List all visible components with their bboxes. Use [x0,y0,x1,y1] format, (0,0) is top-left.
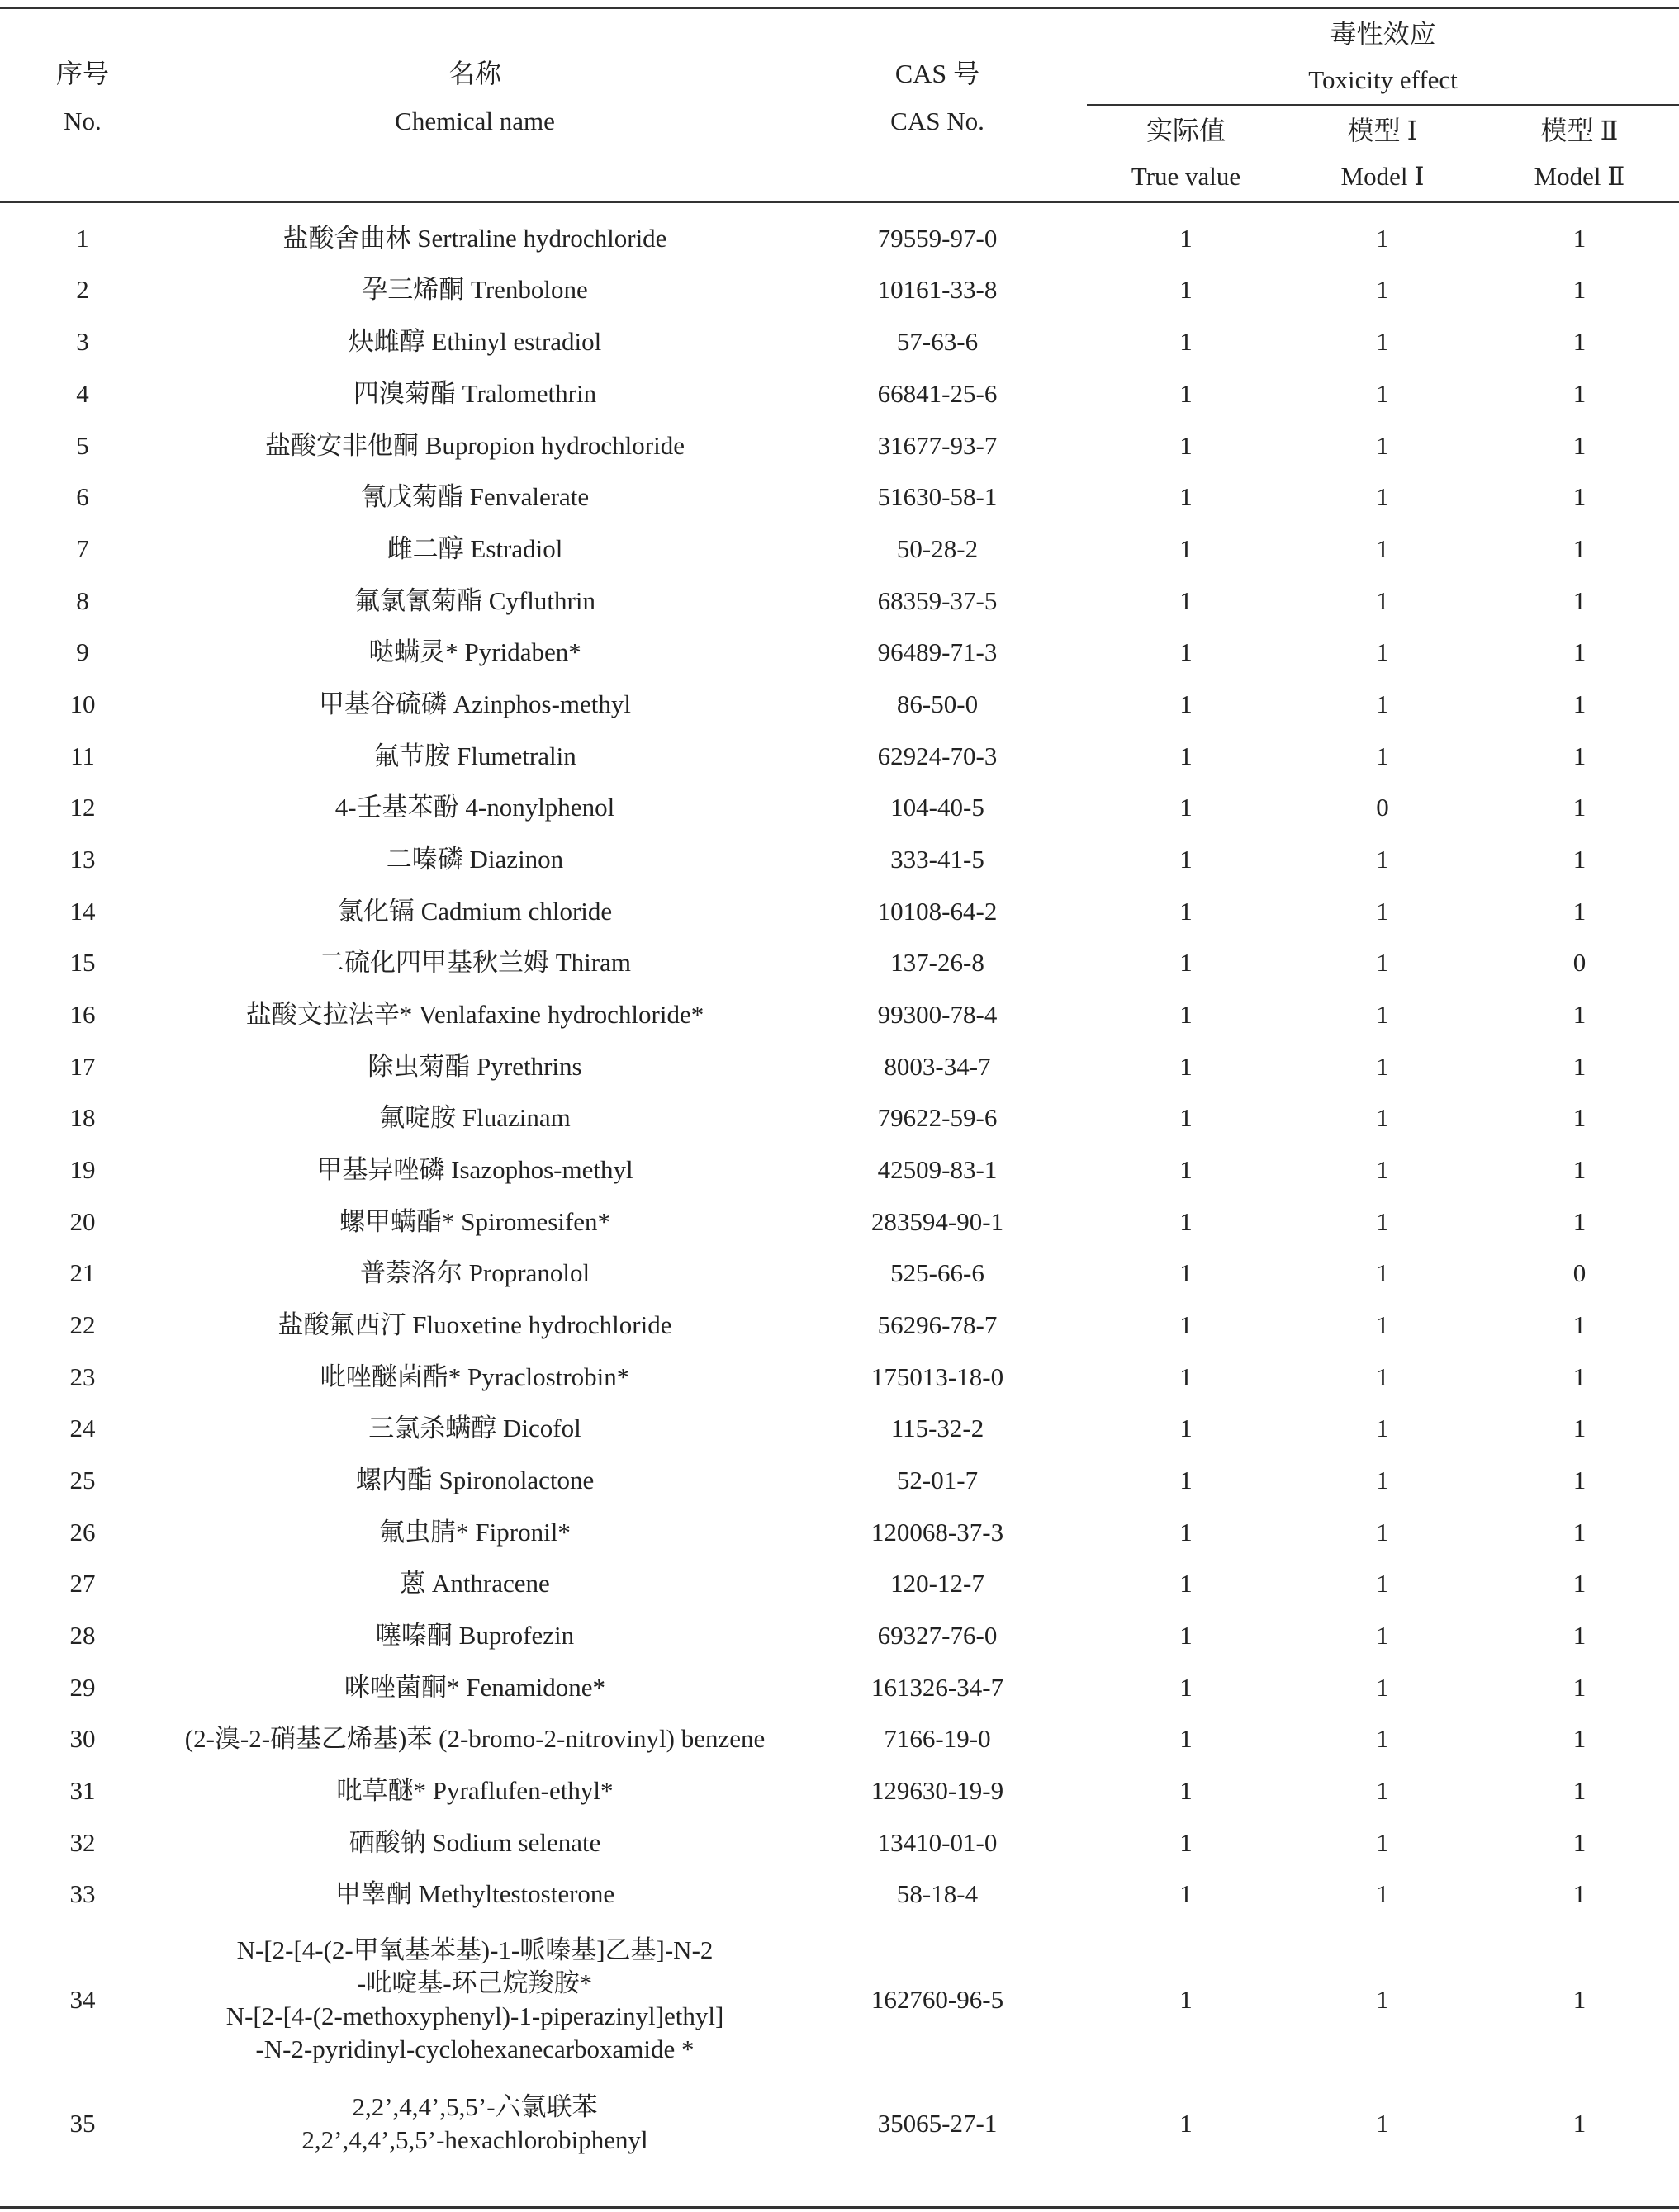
cas-number: 10161-33-8 [877,275,998,305]
chemical-name [165,575,785,627]
row-number: 20 [69,1206,96,1236]
model-2-value: 1 [1572,223,1587,253]
chemical-name-line: 4-壬基苯酚 4-nonylphenol [334,793,615,822]
cas-number: 79622-59-6 [877,1103,998,1133]
row-number: 9 [76,637,89,667]
model-2-value: 1 [1572,1672,1587,1702]
chemical-name-line: 硒酸钠 Sodium selenate [349,1827,601,1857]
row-number: 29 [69,1672,96,1702]
chemical-name [165,730,785,782]
cas-number: 115-32-2 [890,1414,984,1443]
chemical-name [165,1144,785,1196]
model-1-value: 1 [1376,1672,1389,1702]
true-value: 1 [1179,223,1193,253]
model-2-value: 1 [1572,637,1587,667]
row-number: 32 [69,1827,96,1857]
row-number: 23 [69,1362,96,1391]
true-value: 1 [1179,1051,1193,1081]
header-toxicity [1087,12,1679,101]
model-1-value: 1 [1376,637,1389,667]
model-2-value: 0 [1572,1258,1587,1288]
row-number: 18 [69,1103,96,1133]
chemical-name [165,1764,785,1816]
true-value: 1 [1179,378,1193,408]
row-number: 24 [69,1414,96,1443]
model-2-value: 1 [1572,1620,1587,1650]
chemical-name [165,833,785,885]
chemical-name [165,471,785,523]
model-1-value: 1 [1376,1310,1389,1339]
row-number: 21 [69,1258,96,1288]
model-1-value: 1 [1376,1827,1389,1857]
model-1-value: 1 [1376,2108,1389,2138]
row-number: 30 [69,1724,96,1754]
model-1-value: 1 [1376,378,1389,408]
chemical-name [165,1299,785,1351]
model-1-value: 1 [1376,1103,1389,1133]
chemical-name [165,315,785,367]
model-1-value: 1 [1376,1724,1389,1754]
row-number: 8 [76,585,89,615]
model-2-value: 1 [1572,1775,1587,1805]
chemical-name-line: 盐酸舍曲林 Sertraline hydrochloride [282,223,667,253]
cas-number: 525-66-6 [890,1258,984,1288]
chemical-name [165,1868,785,1920]
model-2-value: 1 [1572,793,1587,822]
model-1-value: 1 [1376,1414,1389,1443]
header-cas-zh: CAS 号 [894,59,980,88]
row-number: 15 [69,948,96,978]
header-no-en: No. [64,107,102,135]
model-1-value: 1 [1376,1154,1389,1184]
cas-number: 68359-37-5 [877,585,998,615]
true-value: 1 [1179,1827,1193,1857]
cas-number: 104-40-5 [890,793,984,822]
true-value: 1 [1179,741,1193,770]
chemical-name [165,1092,785,1144]
model-2-value: 1 [1572,1465,1587,1494]
chemical-name-line: N-[2-[4-(2-methoxyphenyl)-1-piperazinyl]ethyl] [225,2001,724,2030]
header-toxicity-zh: 毒性效应 [1330,18,1436,49]
chemical-name-line: 2,2’,4,4’,5,5’-hexachlorobiphenyl [301,2124,648,2154]
cas-number: 333-41-5 [890,844,984,874]
row-number: 22 [69,1310,96,1339]
model-2-value: 1 [1572,1517,1587,1547]
chemical-name-line: -N-2-pyridinyl-cyclohexanecarboxamide * [255,2034,695,2063]
chemical-name [165,1040,785,1092]
chemical-name [165,678,785,730]
chemical-name-line: 螺内酯 Spironolactone [355,1465,595,1494]
cas-number: 50-28-2 [896,533,979,563]
cas-number: 162760-96-5 [870,1984,1004,2014]
true-value: 1 [1179,1310,1193,1339]
row-number: 28 [69,1620,96,1650]
chemical-name [165,885,785,937]
model-2-value: 1 [1572,1827,1587,1857]
true-value: 1 [1179,327,1193,357]
model-1-value: 0 [1376,793,1389,822]
true-value: 1 [1179,585,1193,615]
cas-number: 86-50-0 [896,689,979,718]
model-2-value: 1 [1572,1414,1587,1443]
cas-number: 8003-34-7 [884,1051,991,1081]
chemical-name [165,2078,785,2167]
model-1-value: 1 [1376,1362,1389,1391]
model-1-value: 1 [1376,1879,1389,1909]
cas-number: 66841-25-6 [877,378,998,408]
row-number: 19 [69,1154,96,1184]
row-number: 1 [76,223,89,253]
chemical-name-line: 三氯杀螨醇 Dicofol [368,1414,581,1443]
model-2-value: 1 [1572,327,1587,357]
header-model-2-en: Model Ⅱ [1534,161,1625,191]
cas-number: 58-18-4 [896,1879,979,1909]
chemical-name [165,1506,785,1558]
model-2-value: 1 [1572,1879,1587,1909]
chemical-name-line: 除虫菊酯 Pyrethrins [368,1051,582,1081]
row-number: 12 [69,793,96,822]
chemical-name [165,1196,785,1248]
chemical-name-line: 氯化镉 Cadmium chloride [337,896,613,926]
model-2-value: 1 [1572,1362,1587,1391]
cas-number: 69327-76-0 [877,1620,998,1650]
chemical-name [165,1609,785,1661]
true-value: 1 [1179,1154,1193,1184]
true-value: 1 [1179,1465,1193,1494]
header-model-2-zh: 模型 Ⅱ [1540,115,1619,145]
chemical-name-line: 炔雌醇 Ethinyl estradiol [348,327,602,357]
model-2-value: 1 [1572,378,1587,408]
chemical-name-line: 2,2’,4,4’,5,5’-六氯联苯 [352,2091,598,2121]
true-value: 1 [1179,896,1193,926]
cas-number: 57-63-6 [896,327,979,357]
cas-number: 129630-19-9 [870,1775,1004,1805]
chemical-name-line: 哒螨灵* Pyridaben* [368,637,581,667]
chemical-name-line: 咪唑菌酮* Fenamidone* [344,1672,605,1702]
true-value: 1 [1179,1984,1193,2014]
cas-number: 137-26-8 [890,948,984,978]
cas-number: 161326-34-7 [870,1672,1004,1702]
chemical-name-line: (2-溴-2-硝基乙烯基)苯 (2-bromo-2-nitrovinyl) benzene [184,1724,766,1754]
true-value: 1 [1179,1879,1193,1909]
model-2-value: 0 [1572,948,1587,978]
chemical-name-line: 孕三烯酮 Trenbolone [362,275,588,305]
cas-number: 10108-64-2 [877,896,998,926]
model-1-value: 1 [1376,948,1389,978]
bottom-rule [0,2206,1679,2209]
chemical-name [165,781,785,833]
model-2-value: 1 [1572,896,1587,926]
chemical-name-line: 氰戊菊酯 Fenvalerate [360,482,590,512]
model-2-value: 1 [1572,1154,1587,1184]
true-value: 1 [1179,2108,1193,2138]
model-2-value: 1 [1572,482,1587,512]
model-1-value: 1 [1376,1206,1389,1236]
model-2-value: 1 [1572,1984,1587,2014]
model-2-value: 1 [1572,689,1587,718]
header-model-1-en: Model Ⅰ [1340,161,1425,191]
row-number: 7 [76,533,89,563]
chemical-name [165,523,785,575]
true-value: 1 [1179,1724,1193,1754]
true-value: 1 [1179,637,1193,667]
header-name [165,58,785,136]
row-number: 11 [70,741,95,770]
chemical-name [165,419,785,471]
model-2-value: 1 [1572,430,1587,460]
row-number: 33 [69,1879,96,1909]
chemical-name-line: 吡唑醚菌酯* Pyraclostrobin* [320,1362,630,1391]
cas-number: 35065-27-1 [877,2108,998,2138]
model-2-value: 1 [1572,1569,1587,1599]
chemical-name [165,1920,785,2078]
header-rule [0,201,1679,203]
true-value: 1 [1179,1414,1193,1443]
chemical-name-line: 氟氯氰菊酯 Cyfluthrin [354,585,595,615]
row-number: 14 [69,896,96,926]
true-value: 1 [1179,844,1193,874]
row-number: 25 [69,1465,96,1494]
model-1-value: 1 [1376,533,1389,563]
model-1-value: 1 [1376,1620,1389,1650]
model-1-value: 1 [1376,223,1389,253]
row-number: 6 [76,482,89,512]
row-number: 4 [76,378,89,408]
model-2-value: 1 [1572,844,1587,874]
model-2-value: 1 [1572,1310,1587,1339]
header-true-value-en: True value [1131,161,1241,191]
true-value: 1 [1179,1569,1193,1599]
true-value: 1 [1179,999,1193,1029]
true-value: 1 [1179,948,1193,978]
model-2-value: 1 [1572,1103,1587,1133]
header-model-1-zh: 模型 Ⅰ [1347,115,1418,145]
chemical-name [165,1712,785,1764]
row-number: 26 [69,1517,96,1547]
model-1-value: 1 [1376,689,1389,718]
true-value: 1 [1179,430,1193,460]
true-value: 1 [1179,1362,1193,1391]
row-number: 13 [69,844,96,874]
model-1-value: 1 [1376,999,1389,1029]
cas-number: 56296-78-7 [877,1310,998,1339]
header-no [0,58,165,136]
chemical-name [165,936,785,988]
model-1-value: 1 [1376,1569,1389,1599]
true-value: 1 [1179,482,1193,512]
cas-number: 42509-83-1 [877,1154,998,1184]
cas-number: 96489-71-3 [877,637,998,667]
model-1-value: 1 [1376,1465,1389,1494]
model-1-value: 1 [1376,1051,1389,1081]
header-true-value [1087,111,1285,194]
header-name-en: Chemical name [395,107,555,135]
header-true-value-zh: 实际值 [1145,115,1226,145]
model-1-value: 1 [1376,844,1389,874]
chemical-name-line: 甲睾酮 Methyltestosterone [334,1879,615,1909]
cas-number: 79559-97-0 [877,223,998,253]
chemical-name [165,1351,785,1403]
header-name-zh: 名称 [448,59,501,88]
chemical-name-line: -吡啶基-环己烷羧胺* [357,1968,593,1997]
chemical-name-line: 二嗪磷 Diazinon [386,844,564,874]
row-number: 31 [69,1775,96,1805]
cas-number: 51630-58-1 [877,482,998,512]
cas-number: 283594-90-1 [870,1206,1004,1236]
model-1-value: 1 [1376,1984,1389,2014]
chemical-name [165,367,785,419]
header-model-2 [1480,111,1679,194]
cas-number: 62924-70-3 [877,741,998,770]
cas-number: 120-12-7 [890,1569,984,1599]
chemical-name [165,626,785,678]
chemical-name-line: 噻嗪酮 Buprofezin [375,1620,575,1650]
model-1-value: 1 [1376,275,1389,305]
row-number: 34 [69,1984,96,2014]
chemical-name-line: 螺甲螨酯* Spiromesifen* [339,1206,611,1236]
model-2-value: 1 [1572,585,1587,615]
chemical-name-line: 二硫化四甲基秋兰姆 Thiram [319,948,631,978]
chemical-name-line: 盐酸氟西汀 Fluoxetine hydrochloride [277,1310,672,1339]
chemical-name [165,212,785,264]
model-2-value: 1 [1572,741,1587,770]
header-model-1 [1285,111,1480,194]
row-number: 35 [69,2108,96,2138]
model-2-value: 1 [1572,275,1587,305]
chemical-name [165,1557,785,1609]
model-1-value: 1 [1376,1775,1389,1805]
true-value: 1 [1179,1620,1193,1650]
chemical-name-line: 甲基异唑磷 Isazophos-methyl [316,1154,633,1184]
header-cas [785,58,1090,136]
chemical-name-line: 蒽 Anthracene [400,1569,550,1599]
model-2-value: 1 [1572,1724,1587,1754]
model-1-value: 1 [1376,1258,1389,1288]
chemical-name-line: 甲基谷硫磷 Azinphos-methyl [319,689,631,718]
true-value: 1 [1179,1672,1193,1702]
row-number: 17 [69,1051,96,1081]
chemical-name [165,264,785,316]
model-1-value: 1 [1376,482,1389,512]
chemical-name [165,1454,785,1506]
chemical-name-line: 吡草醚* Pyraflufen-ethyl* [336,1775,614,1805]
model-1-value: 1 [1376,741,1389,770]
chemical-name-line: N-[2-[4-(2-甲氧基苯基)-1-哌嗪基]乙基]-N-2 [236,1935,714,1964]
chemical-name-line: 普萘洛尔 Propranolol [359,1258,590,1288]
chemical-name-line: 四溴菊酯 Tralomethrin [353,378,597,408]
true-value: 1 [1179,793,1193,822]
model-1-value: 1 [1376,585,1389,615]
chemical-name-line: 盐酸文拉法辛* Venlafaxine hydrochloride* [245,999,704,1029]
cas-number: 175013-18-0 [870,1362,1004,1391]
chemical-name [165,1402,785,1454]
row-number: 27 [69,1569,96,1599]
true-value: 1 [1179,1206,1193,1236]
header-toxicity-en: Toxicity effect [1308,64,1458,94]
row-number: 10 [69,689,96,718]
cas-number: 120068-37-3 [870,1517,1004,1547]
chemical-name-line: 氟虫腈* Fipronil* [379,1517,571,1547]
true-value: 1 [1179,1775,1193,1805]
model-2-value: 1 [1572,1206,1587,1236]
cas-number: 99300-78-4 [877,999,998,1029]
row-number: 16 [69,999,96,1029]
true-value: 1 [1179,689,1193,718]
model-1-value: 1 [1376,896,1389,926]
true-value: 1 [1179,1103,1193,1133]
chemical-name [165,1816,785,1869]
toxicity-span-rule [1087,104,1679,106]
chemical-name [165,988,785,1040]
chemical-name [165,1247,785,1299]
chemical-name-line: 氟啶胺 Fluazinam [379,1103,571,1133]
header-no-zh: 序号 [55,59,109,88]
model-1-value: 1 [1376,1517,1389,1547]
true-value: 1 [1179,533,1193,563]
row-number: 3 [76,327,89,357]
cas-number: 52-01-7 [896,1465,979,1494]
chemical-name-line: 盐酸安非他酮 Bupropion hydrochloride [264,430,685,460]
model-1-value: 1 [1376,430,1389,460]
row-number: 2 [76,275,89,305]
model-2-value: 1 [1572,2108,1587,2138]
chemical-name-line: 雌二醇 Estradiol [387,533,563,563]
model-2-value: 1 [1572,1051,1587,1081]
cas-number: 31677-93-7 [877,430,998,460]
true-value: 1 [1179,275,1193,305]
chemical-name-line: 氟节胺 Flumetralin [373,741,576,770]
model-2-value: 1 [1572,533,1587,563]
row-number: 5 [76,430,89,460]
model-1-value: 1 [1376,327,1389,357]
cas-number: 7166-19-0 [884,1724,991,1754]
model-2-value: 1 [1572,999,1587,1029]
header-cas-en: CAS No. [890,107,984,135]
top-rule [0,7,1679,9]
true-value: 1 [1179,1517,1193,1547]
cas-number: 13410-01-0 [877,1827,998,1857]
chemical-name [165,1661,785,1713]
true-value: 1 [1179,1258,1193,1288]
